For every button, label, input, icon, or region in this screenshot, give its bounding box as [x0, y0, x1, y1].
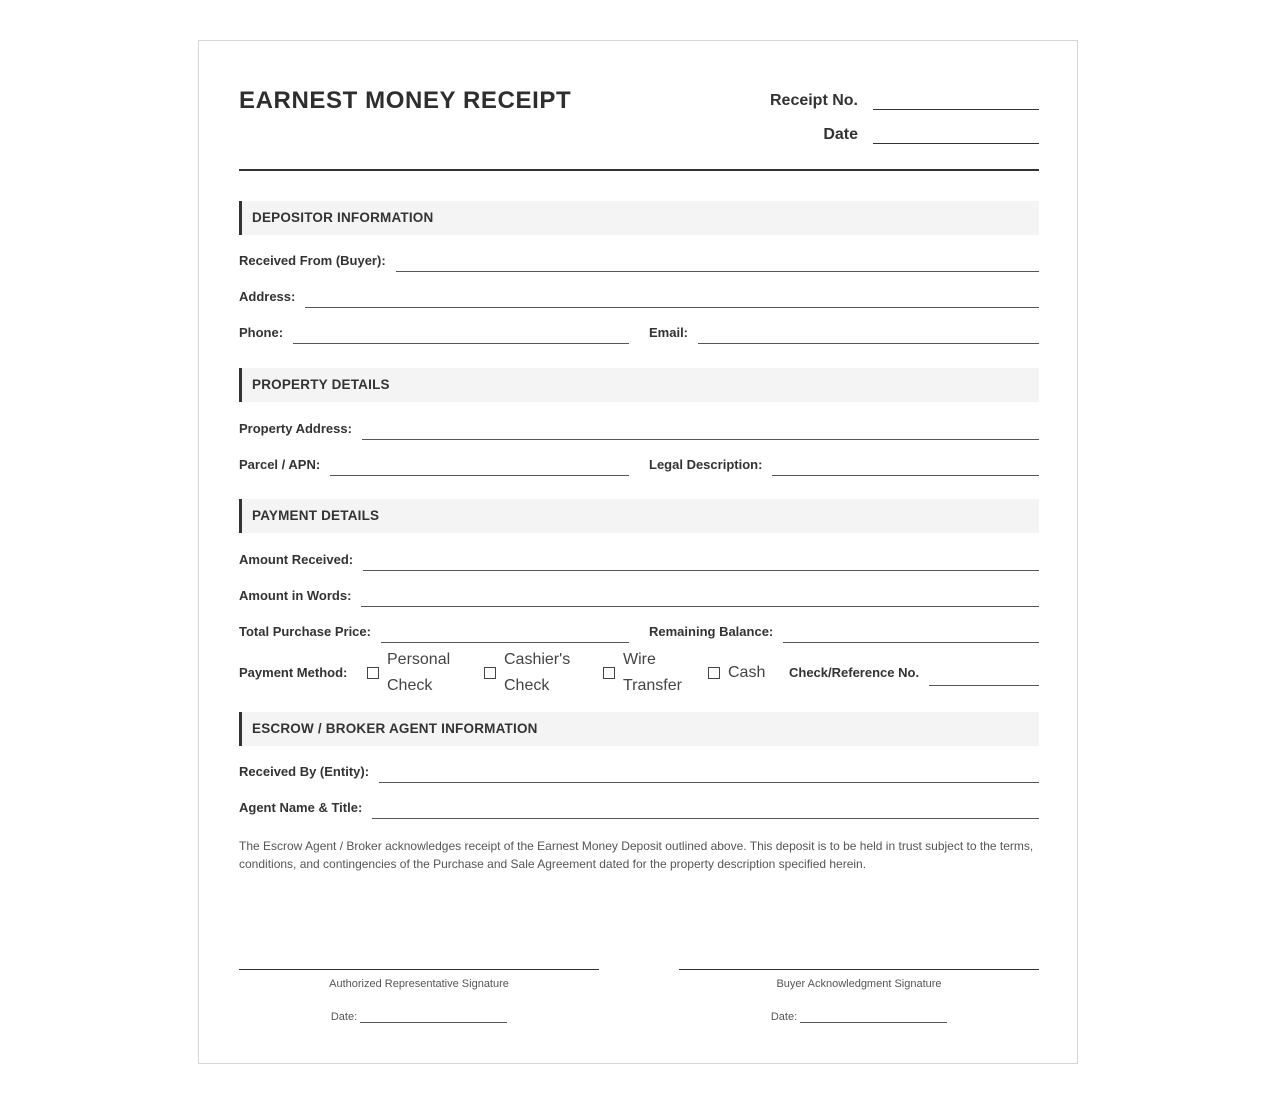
option-cashiers-check[interactable] — [484, 647, 570, 699]
received-by-field[interactable] — [379, 762, 1039, 783]
received-by-label: Received By (Entity): — [239, 764, 370, 779]
page-title: EARNEST MONEY RECEIPT — [239, 87, 572, 114]
amount-received-row — [239, 550, 1039, 571]
cashiers-check-checkbox[interactable] — [484, 667, 496, 679]
parcel-field[interactable] — [330, 455, 629, 476]
payment-method-label: Payment Method: — [239, 665, 348, 680]
personal-check-label — [387, 647, 450, 699]
amount-words-field[interactable] — [361, 586, 1039, 607]
legal-description-row — [649, 455, 1039, 476]
amount-received-label: Amount Received: — [239, 552, 354, 567]
buyer-date-field[interactable] — [800, 1010, 947, 1023]
cash-checkbox[interactable] — [708, 667, 720, 679]
buyer-signature-block — [679, 969, 1039, 1023]
receipt-no-label: Receipt No. — [769, 92, 858, 109]
option-personal-check[interactable] — [367, 647, 450, 699]
receipt-no-field[interactable] — [873, 89, 1039, 110]
legal-description-field[interactable] — [772, 455, 1039, 476]
cashiers-check-label — [504, 647, 570, 699]
received-from-label: Received From (Buyer): — [239, 253, 386, 268]
amount-words-row — [239, 586, 1039, 607]
remaining-balance-field[interactable] — [783, 622, 1039, 643]
received-by-row — [239, 762, 1039, 783]
authorized-date-row — [239, 1010, 599, 1023]
received-from-row — [239, 251, 1039, 272]
address-field[interactable] — [305, 287, 1039, 308]
address-row — [239, 287, 1039, 308]
buyer-signature-line[interactable] — [679, 969, 1039, 970]
personal-check-line2: Check — [387, 677, 433, 694]
remaining-balance-row — [649, 622, 1039, 643]
authorized-signature-block — [239, 969, 599, 1023]
phone-row — [239, 323, 629, 344]
received-from-field[interactable] — [396, 251, 1039, 272]
section-depositor-heading: DEPOSITOR INFORMATION — [239, 201, 1039, 235]
amount-words-label: Amount in Words: — [239, 588, 352, 603]
email-row — [649, 323, 1039, 344]
authorized-date-field[interactable] — [360, 1010, 507, 1023]
wire-transfer-line2: Transfer — [623, 677, 682, 694]
section-property-heading: PROPERTY DETAILS — [239, 368, 1039, 402]
remaining-balance-label: Remaining Balance: — [649, 624, 774, 639]
email-label: Email: — [649, 325, 689, 340]
phone-field[interactable] — [293, 323, 629, 344]
personal-check-line1: Personal — [387, 651, 451, 668]
agent-name-label: Agent Name & Title: — [239, 800, 363, 815]
wire-transfer-checkbox[interactable] — [603, 667, 615, 679]
total-price-label: Total Purchase Price: — [239, 624, 371, 639]
total-price-field[interactable] — [381, 622, 629, 643]
receipt-sheet — [198, 40, 1078, 1064]
buyer-date-row — [679, 1010, 1039, 1023]
cashiers-check-line2: Check — [504, 677, 550, 694]
header-divider — [239, 169, 1039, 171]
agent-name-row — [239, 798, 1039, 819]
parcel-label: Parcel / APN: — [239, 457, 321, 472]
section-escrow-heading: ESCROW / BROKER AGENT INFORMATION — [239, 712, 1039, 746]
authorized-signature-line[interactable] — [239, 969, 599, 970]
date-field[interactable] — [873, 123, 1039, 144]
buyer-date-label: Date: — [770, 1011, 798, 1023]
legal-description-label: Legal Description: — [649, 457, 763, 472]
acknowledgment-text: The Escrow Agent / Broker acknowledges receipt of the Earnest Money Deposit outlined above. This deposit is to be held in trust subject to the terms, conditions, and contingencies of the Purchase and Sale Agreement dated for the property description specified herein. — [239, 839, 1034, 871]
authorized-date-label: Date: — [330, 1011, 358, 1023]
check-reference-field[interactable] — [929, 665, 1039, 686]
property-address-label: Property Address: — [239, 421, 352, 436]
buyer-signature-caption: Buyer Acknowledgment Signature — [776, 978, 942, 990]
amount-received-field[interactable] — [363, 550, 1039, 571]
property-address-field[interactable] — [362, 419, 1039, 440]
payment-method-row — [239, 647, 1039, 697]
option-wire-transfer[interactable] — [603, 647, 682, 699]
receipt-no-row — [770, 89, 1039, 110]
cash-label: Cash — [728, 664, 766, 681]
address-label: Address: — [239, 289, 296, 304]
option-cash[interactable] — [708, 660, 765, 686]
wire-transfer-label — [623, 647, 682, 699]
date-label: Date — [823, 126, 858, 143]
authorized-signature-caption: Authorized Representative Signature — [329, 978, 509, 990]
wire-transfer-line1: Wire — [623, 651, 656, 668]
agent-name-field[interactable] — [372, 798, 1039, 819]
email-field[interactable] — [698, 323, 1039, 344]
property-address-row — [239, 419, 1039, 440]
total-price-row — [239, 622, 629, 643]
section-payment-heading: PAYMENT DETAILS — [239, 499, 1039, 533]
parcel-row — [239, 455, 629, 476]
phone-label: Phone: — [239, 325, 284, 340]
personal-check-checkbox[interactable] — [367, 667, 379, 679]
cashiers-check-line1: Cashier's — [504, 651, 571, 668]
check-reference-label: Check/Reference No. — [789, 665, 920, 680]
date-row — [823, 123, 1039, 144]
